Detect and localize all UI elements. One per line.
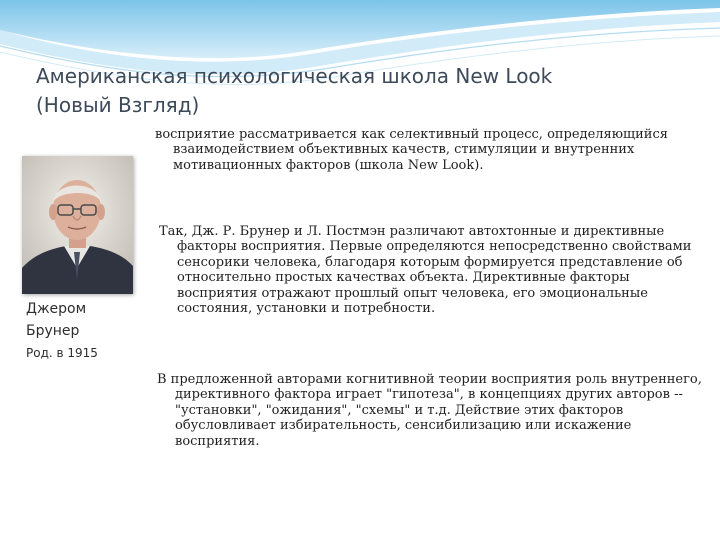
portrait-photo (22, 156, 133, 294)
portrait-caption (26, 298, 136, 364)
title-line-2: (Новый Взгляд) (36, 93, 200, 117)
paragraph-hypothesis: В предложенной авторами когнитивной теории восприятия роль внутреннего, директивного фактора играет "гипотеза", в концепциях других авторов -- "установки", "ожидания", "схемы" и т.д. Действие этих факторов обусловливает избирательность, сенсибилизацию или искажение восприятия. (157, 372, 702, 449)
portrait-birth-year: Род. в 1915 (26, 346, 98, 360)
portrait-last-name: Брунер (26, 323, 80, 339)
paragraph-definition: восприятие рассматривается как селективный процесс, определяющийся взаимодействием объективных качеств, стимуляции и внутренних мотивационных факторов (школа New Look). (155, 127, 668, 173)
portrait-image (22, 156, 133, 294)
slide-title (36, 62, 676, 120)
paragraph-factors: Так, Дж. Р. Брунер и Л. Постмэн различают автохтонные и директивные факторы восприятия. Первые определяются непосредственно свойствами сенсорики человека, благодаря которым формируется представление об относительно простых качествах объекта. Директивные факторы восприятия отражают прошлый опыт человека, его эмоциональные состояния, установки и потребности. (159, 224, 692, 317)
title-line-1: Американская психологическая школа New Look (36, 64, 553, 88)
portrait-first-name: Джером (26, 301, 87, 317)
